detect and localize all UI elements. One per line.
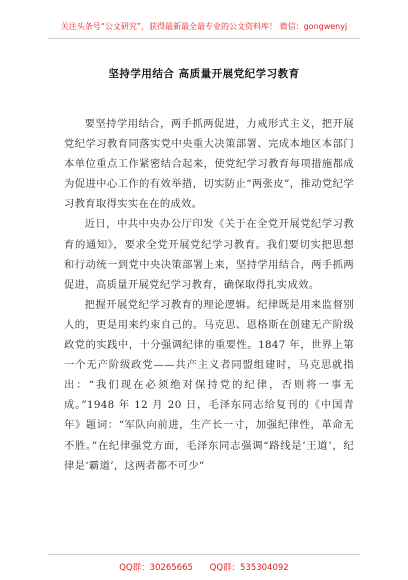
header-divider [48,38,360,39]
header-promo-link[interactable]: 关注头条号“公文研究”，获得最新最全最专业的公文资料库！ 微信：gongwenyj [60,22,348,31]
qq-group-2: QQ群：535304092 [209,563,289,573]
footer-divider [48,554,360,555]
document-body [64,114,354,476]
footer-contact [0,561,408,573]
qq-group-1: QQ群：30265665 [119,563,193,573]
body-paragraph: 近日，中共中央办公厅印发《关于在全党开展党纪学习教育的通知》，要求全党开展党纪学习教育。我们要切实把思想和行动统一到党中央决策部署上来，坚持学用结合，两手抓两促进，高质量开展党纪学习教育，确保取得扎实成效。 [64,218,354,291]
body-paragraph: 要坚持学用结合，两手抓两促进，力戒形式主义，把开展党纪学习教育同落实党中央重大决策部署、完成本地区本部门本单位重点工作紧密结合起来，使党纪学习教育每项措施都成为促进中心工作的有效举措，切实防止“两张皮”，推动党纪学习教育取得实实在在的成效。 [64,118,354,211]
document-title: 坚持学用结合 高质量开展党纪学习教育 [108,68,300,80]
body-paragraph: 把握开展党纪学习教育的理论逻辑。纪律既是用来监督别人的，更是用来约束自己的。马克思、恩格斯在创建无产阶级政党的实践中，十分强调纪律的重要性。1847 年，世界上第一个无产阶级政党——共产主义者同盟组建时，马克思就指出：“我们现在必须绝对保持党的纪律，否则将一事无成。”1948 年 12 月 20 日，毛泽东同志给复刊的《中国青年》题词：“军队向前进，生产长一寸，加强纪律性，革命无不胜。”在纪律强党方面，毛泽东同志强调“路线是‘王道’，纪律是‘霸道’，这两者都不可少” [64,298,354,472]
